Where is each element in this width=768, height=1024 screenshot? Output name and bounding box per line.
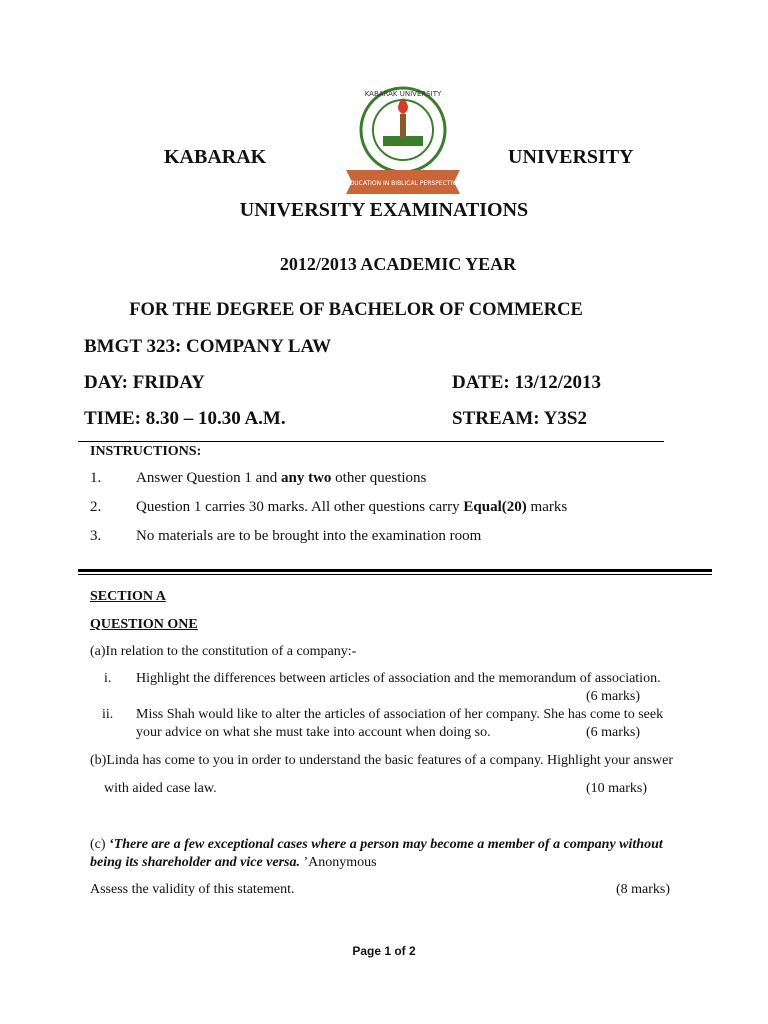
instruction-number: 1. — [90, 470, 102, 486]
section-divider-thin — [78, 574, 712, 575]
header-divider — [78, 441, 664, 442]
page-number: Page 1 of 2 — [352, 944, 416, 958]
logo-banner-text: EDUCATION IN BIBLICAL PERSPECTIVE — [345, 180, 461, 187]
degree-title: FOR THE DEGREE OF BACHELOR OF COMMERCE — [129, 300, 583, 320]
sub-item-marks: (6 marks) — [586, 689, 641, 704]
sub-item-number: ii. — [102, 707, 114, 722]
university-name-right: UNIVERSITY — [508, 146, 634, 168]
university-logo — [340, 84, 466, 196]
part-b-text: (b)Linda has come to you in order to understand the basic features of a company. Highlight your answer — [90, 753, 674, 768]
part-c-task: Assess the validity of this statement. — [90, 882, 295, 897]
course-title: BMGT 323: COMPANY LAW — [84, 336, 332, 357]
sub-item-text: Highlight the differences between articles of association and the memorandum of association. — [136, 671, 661, 686]
instruction-text: Question 1 carries 30 marks. All other questions carry Equal(20) marks — [136, 499, 568, 515]
logo-top-text: KABARAK UNIVERSITY — [364, 90, 442, 98]
section-title: SECTION A — [90, 589, 166, 604]
sub-item-text: Miss Shah would like to alter the articles of association of her company. She has come to seek — [136, 707, 664, 722]
sub-item-text-cont: your advice on what she must take into account when doing so. — [136, 725, 491, 740]
exam-time: TIME: 8.30 – 10.30 A.M. — [84, 408, 286, 429]
logo-torch — [400, 114, 406, 138]
part-b-text-cont: with aided case law. — [104, 781, 217, 796]
sub-item-number: i. — [104, 671, 112, 686]
sub-item-marks: (6 marks) — [586, 725, 641, 740]
instruction-number: 3. — [90, 528, 102, 544]
part-a-intro: (a)In relation to the constitution of a company:- — [90, 644, 357, 659]
part-b-marks: (10 marks) — [586, 781, 648, 796]
academic-year: 2012/2013 ACADEMIC YEAR — [279, 254, 517, 274]
exam-date: DATE: 13/12/2013 — [452, 372, 602, 393]
instruction-text: Answer Question 1 and any two other questions — [136, 470, 427, 486]
instruction-number: 2. — [90, 499, 102, 515]
exam-stream: STREAM: Y3S2 — [452, 408, 587, 429]
instructions-heading: INSTRUCTIONS: — [90, 444, 202, 459]
instruction-text: No materials are to be brought into the examination room — [136, 528, 482, 544]
exam-day: DAY: FRIDAY — [84, 372, 205, 393]
part-c-quote-cont: being its shareholder and vice versa. ’Anonymous — [90, 855, 377, 870]
part-c-marks: (8 marks) — [616, 882, 671, 897]
question-title: QUESTION ONE — [90, 617, 198, 632]
university-name-left: KABARAK — [164, 146, 267, 168]
exam-title: UNIVERSITY EXAMINATIONS — [239, 199, 529, 221]
section-divider-thick — [78, 569, 712, 572]
part-c-quote: (c) ‘There are a few exceptional cases where a person may become a member of a company without — [90, 837, 663, 852]
